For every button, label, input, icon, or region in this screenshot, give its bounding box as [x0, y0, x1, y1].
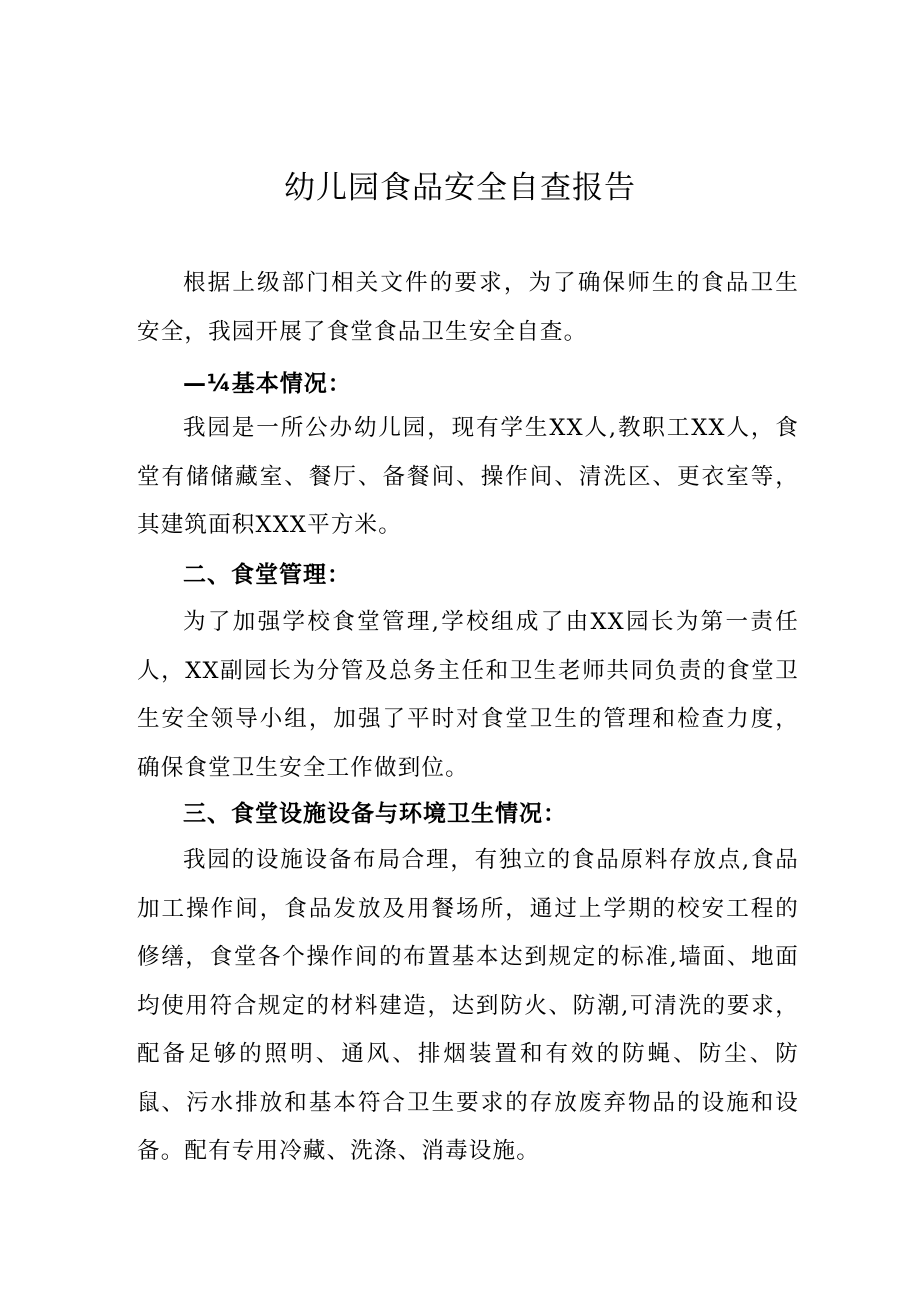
section-heading-management: 二、食堂管理：	[183, 562, 351, 588]
intro-paragraph: 根据上级部门相关文件的要求，为了确保师生的食品卫生安全，我园开展了食堂食品卫生安全自查。	[137, 270, 799, 345]
facilities-paragraph: 我园的设施设备布局合理，有独立的食品原料存放点,食品加工操作间，食品发放及用餐场所，通过上学期的校安工程的修缮，食堂各个操作间的布置基本达到规定的标准,墙面、地面均使用符合规定的材料建造，达到防火、防潮,可清洗的要求，配备足够的照明、通风、排烟装置和有效的防蝇、防尘、防鼠、污水排放和基本符合卫生要求的存放废弃物品的设施和设备。配有专用冷藏、洗涤、消毒设施。	[137, 847, 799, 1164]
document-title: 幼儿园食品安全自查报告	[284, 170, 636, 206]
basic-info-paragraph: 我园是一所公办幼儿园，现有学生XX人,教职工XX人，食堂有储储藏室、餐厅、备餐间、操作间、清洗区、更衣室等，其建筑面积XXX平方米。	[137, 415, 799, 538]
management-paragraph: 为了加强学校食堂管理,学校组成了由XX园长为第一责任人，XX副园长为分管及总务主任和卫生老师共同负责的食堂卫生安全领导小组，加强了平时对食堂卫生的管理和检查力度，确保食堂卫生安全工作做到位。	[137, 609, 799, 781]
section-heading-basic: —¼基本情况：	[183, 371, 352, 397]
section-heading-facilities: 三、食堂设施设备与环境卫生情况：	[183, 801, 567, 827]
